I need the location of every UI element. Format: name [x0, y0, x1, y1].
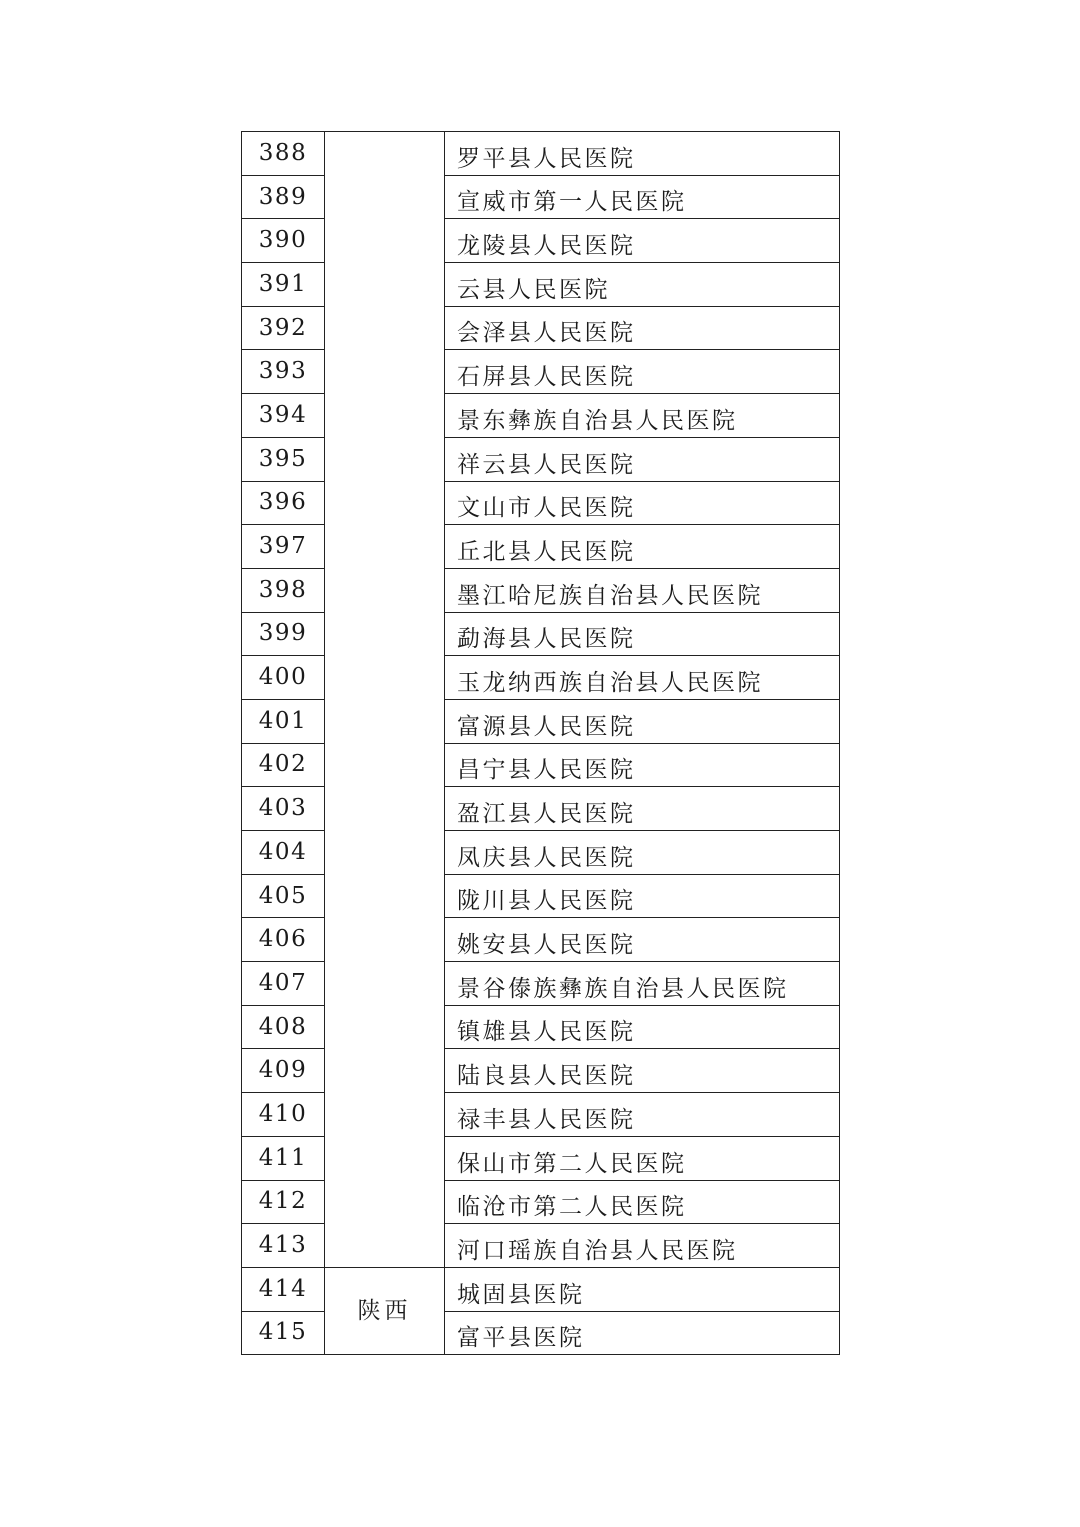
row-number: 407	[242, 962, 325, 1006]
hospital-name: 文山市人民医院	[457, 495, 636, 522]
hospital-name: 凤庆县人民医院	[457, 844, 636, 871]
hospital-name-cell	[445, 394, 840, 438]
hospital-name-cell	[445, 831, 840, 875]
hospital-name: 盈江县人民医院	[457, 801, 636, 827]
hospital-name: 河口瑶族自治县人民医院	[457, 1237, 738, 1264]
row-number: 404	[242, 831, 325, 875]
hospital-name: 禄丰县人民医院	[457, 1106, 636, 1133]
hospital-name: 富源县人民医院	[457, 713, 636, 740]
hospital-name-cell	[445, 1136, 840, 1180]
hospital-list-table	[241, 131, 840, 1355]
hospital-name: 景东彝族自治县人民医院	[457, 407, 738, 434]
hospital-name: 罗平县人民医院	[457, 145, 636, 172]
row-number: 395	[242, 437, 325, 481]
row-number: 388	[242, 132, 325, 176]
row-number: 406	[242, 918, 325, 962]
table-row	[242, 132, 840, 176]
hospital-name-cell	[445, 437, 840, 481]
hospital-name: 保山市第二人民医院	[457, 1150, 687, 1177]
hospital-name-cell	[445, 1224, 840, 1268]
hospital-name-cell	[445, 1267, 840, 1311]
row-number: 413	[242, 1224, 325, 1268]
hospital-name: 姚安县人民医院	[457, 932, 636, 959]
row-number: 393	[242, 350, 325, 394]
hospital-name-cell	[445, 1093, 840, 1137]
hospital-name-cell	[445, 1005, 840, 1049]
row-number: 415	[242, 1311, 325, 1355]
hospital-name-cell	[445, 306, 840, 350]
row-number: 394	[242, 394, 325, 438]
hospital-name-cell	[445, 962, 840, 1006]
hospital-name-cell	[445, 743, 840, 787]
table-body	[242, 132, 840, 1355]
row-number: 391	[242, 263, 325, 307]
hospital-name: 丘北县人民医院	[457, 538, 636, 565]
row-number: 399	[242, 612, 325, 656]
hospital-name-cell	[445, 699, 840, 743]
hospital-name: 勐海县人民医院	[457, 626, 636, 653]
hospital-name: 云县人民医院	[457, 276, 610, 303]
hospital-name: 玉龙纳西族自治县人民医院	[457, 669, 763, 696]
hospital-name: 临沧市第二人民医院	[457, 1194, 687, 1221]
hospital-name-cell	[445, 263, 840, 307]
row-number: 402	[242, 743, 325, 787]
row-number: 408	[242, 1005, 325, 1049]
row-number: 403	[242, 787, 325, 831]
hospital-name-cell	[445, 1049, 840, 1093]
hospital-name: 会泽县人民医院	[457, 320, 636, 347]
hospital-name: 富平县医院	[457, 1325, 585, 1352]
hospital-name-cell	[445, 219, 840, 263]
row-number: 410	[242, 1093, 325, 1137]
hospital-name-cell	[445, 525, 840, 569]
row-number: 389	[242, 175, 325, 219]
hospital-name: 墨江哈尼族自治县人民医院	[457, 582, 763, 609]
row-number: 401	[242, 699, 325, 743]
row-number: 392	[242, 306, 325, 350]
hospital-name-cell	[445, 612, 840, 656]
hospital-name: 镇雄县人民医院	[457, 1019, 636, 1046]
hospital-name-cell	[445, 787, 840, 831]
row-number: 398	[242, 568, 325, 612]
hospital-name: 石屏县人民医院	[457, 364, 636, 391]
row-number: 414	[242, 1267, 325, 1311]
row-number: 396	[242, 481, 325, 525]
hospital-name: 景谷傣族彝族自治县人民医院	[457, 975, 789, 1002]
province-cell	[325, 132, 445, 1268]
hospital-name-cell	[445, 874, 840, 918]
hospital-name: 城固县医院	[457, 1281, 585, 1308]
hospital-name: 祥云县人民医院	[457, 451, 636, 478]
row-number: 412	[242, 1180, 325, 1224]
row-number: 397	[242, 525, 325, 569]
table-row	[242, 1267, 840, 1311]
hospital-name: 龙陵县人民医院	[457, 233, 636, 260]
hospital-name-cell	[445, 175, 840, 219]
row-number: 400	[242, 656, 325, 700]
hospital-name-cell	[445, 1311, 840, 1355]
row-number: 411	[242, 1136, 325, 1180]
row-number: 409	[242, 1049, 325, 1093]
hospital-name-cell	[445, 481, 840, 525]
hospital-name: 宣威市第一人民医院	[457, 189, 687, 216]
row-number: 405	[242, 874, 325, 918]
hospital-name-cell	[445, 568, 840, 612]
hospital-name: 昌宁县人民医院	[457, 757, 636, 784]
province-cell: 陕西	[325, 1267, 445, 1354]
hospital-name-cell	[445, 1180, 840, 1224]
hospital-name-cell	[445, 918, 840, 962]
hospital-name: 陇川县人民医院	[457, 888, 636, 915]
hospital-name-cell	[445, 350, 840, 394]
hospital-name-cell	[445, 132, 840, 176]
row-number: 390	[242, 219, 325, 263]
hospital-name-cell	[445, 656, 840, 700]
hospital-name: 陆良县人民医院	[457, 1063, 636, 1090]
